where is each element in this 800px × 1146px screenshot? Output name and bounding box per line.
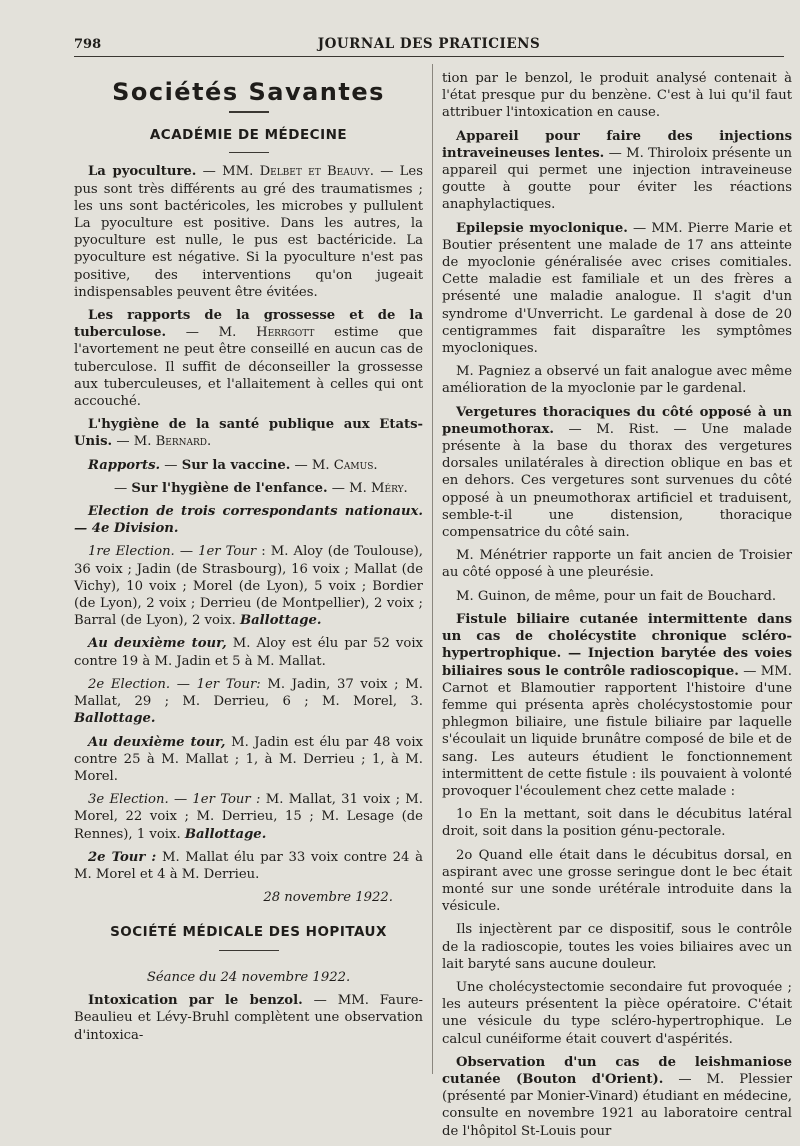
paragraph-epilepsie: Epilepsie myoclonique. — MM. Pierre Marie et Boutier présentent une malade de 17 ans atteinte de myoclonie généralisée avec crises comitiales. Cette maladie est familiale et un des frères a présenté une maladie analogue. Il s'agit d'un syndrome d'Unverricht. Le gardenal à dose de 20 centigrammes fait disparaître les symptômes myocloniques. [442, 220, 792, 357]
paragraph-fistule-3: Ils injectèrent par ce dispositif, sous le contrôle de la radioscopie, toutes les voies biliaires avec un lait baryté sans aucune douleur. [442, 922, 792, 972]
subsection-academie: ACADÉMIE DE MÉDECINE [149, 126, 348, 143]
paragraph-pyoculture: La pyoculture. — MM. Delbet et Beauvy. — Les pus sont très différents au gré des traumatismes ; les uns sont bactéricoles, les microbes y pullulent La pyoculture est positive. Dans les autres, la pyoculture est nulle, le pus est bactéricide. La pyoculture est négative. Si la pyoculture n'est pas positive, des interventions qu'on jugeait indispensables peuvent être évitées. [74, 164, 424, 300]
paragraph-leishmaniose: Observation d'un cas de leishmaniose cutanée (Bouton d'Orient). — M. Plessier (présenté par Monier-Vinard) étudiant en médecine, consulte en novembre 1921 au laboratoire central de l'hôpitol St-Louis pour [442, 1054, 792, 1139]
paragraph-fistule-4: Une cholécystectomie secondaire fut provoquée ; les auteurs présentent la pièce opératoire. C'était une vésicule du type scléro-hypertrophique. Le calcul cunéiforme était couvert d'aspérités. [442, 979, 792, 1047]
paragraph-rapports: Rapports. — Sur la vaccine. — M. Camus. [88, 457, 378, 473]
subsection-societe-medicale: SOCIÉTÉ MÉDICALE DES HOPITAUX [110, 924, 387, 941]
paragraph-election-1-tour2: Au deuxième tour, M. Aloy est élu par 52 voix contre 19 à M. Jadin et 5 à M. Mallat. [74, 636, 423, 669]
paragraph-election-2-tour2: Au deuxième tour, M. Jadin est élu par 48 voix contre 25 à M. Mallat ; 1, à M. Derrieu ; 1, à M. Morel. [74, 734, 423, 784]
paragraph-guinon: M. Guinon, de même, pour un fait de Bouchard. [456, 588, 777, 604]
left-column [74, 70, 423, 1050]
seance-date: Séance du 24 novembre 1922. [146, 970, 351, 986]
paragraph-election-3-tour2: 2e Tour : M. Mallat élu par 33 voix contre 24 à M. Morel et 4 à M. Derrieu. [74, 849, 424, 882]
title-rule [229, 111, 269, 113]
section-title: Sociétés Savantes [112, 78, 385, 106]
paragraph-fistule: Fistule biliaire cutanée intermittente dans un cas de cholécystite chronique scléro-hypertrophique. — Injection barytée des voies biliaires sous le contrôle radioscopique. — MM. Carnot et Blamoutier rapportent l'histoire d'une femme qui présenta après cholécystostomie pour phlegmon biliaire, une fistule biliaire par laquelle s'écoulait un liquide brunâtre composé de bile et de sang. Les auteurs étudient le fonctionnement intermittent de cette fistule : ils pouvaient à volonté provoquer l'écoulement chez cette malade : [442, 611, 792, 799]
page-number: 798 [74, 37, 102, 52]
paragraph-fistule-1: 1o En la mettant, soit dans le décubitus latéral droit, soit dans la position génu-pectorale. [442, 807, 792, 840]
date-line: 28 novembre 1922. [263, 890, 393, 906]
paragraph-appareil: Appareil pour faire des injections intraveineuses lentes. — M. Thiroloix présente un appareil qui permet une injection intraveineuse goutte à goutte pour éviter les réactions anaphylactiques. [442, 128, 792, 213]
paragraph-election-3: 3e Election. — 1er Tour : M. Mallat, 31 voix ; M. Morel, 22 voix ; M. Derrieu, 15 ; M. Lesage (de Rennes), 1 voix. Ballottage. [74, 792, 423, 842]
paragraph-pagniez: M. Pagniez a observé un fait analogue avec même amélioration de la myoclonie par le gardenal. [442, 364, 792, 397]
column-divider [432, 64, 433, 1074]
subsection-rule-2 [219, 950, 279, 952]
page-header [74, 34, 784, 57]
paragraph-election-1: 1re Election. — 1er Tour : M. Aloy (de Toulouse), 36 voix ; Jadin (de Strasbourg), 16 voix ; Mallat (de Vichy), 10 voix ; Morel (de Lyon), 5 voix ; Bordier (de Lyon), 2 voix ; Derrieu (de Montpellier), 2 voix ; Barral (de Lyon), 2 voix. Ballottage. [74, 544, 423, 629]
paragraph-fistule-2: 2o Quand elle était dans le décubitus dorsal, en aspirant avec une grosse seringue dont le bec était monté sur une sonde urétérale introduite dans la vésicule. [442, 847, 792, 915]
subsection-rule [229, 152, 269, 154]
paragraph-enfance: — Sur l'hygiène de l'enfance. — M. Méry. [114, 480, 408, 496]
paragraph-menetrier: M. Ménétrier rapporte un fait ancien de Troisier au côté opposé à une pleurésie. [442, 548, 792, 581]
paragraph-vergetures: Vergetures thoraciques du côté opposé à un pneumothorax. — M. Rist. — Une malade présente à la base du thorax des vergetures dorsales unilatérales à direction oblique en bas et en dehors. Ces vergetures sont survenues du côté opposé à un pneumothorax artificiel et traduisent, semble-t-il une distension, thoracique compensatrice du côté sain. [442, 404, 792, 541]
right-column [442, 70, 792, 1146]
paragraph-benzol: Intoxication par le benzol. — MM. Faure-Beaulieu et Lévy-Bruhl complètent une observation d'intoxica- [74, 993, 423, 1043]
running-title: JOURNAL DES PRATICIENS [317, 36, 541, 52]
paragraph-election-2: 2e Election. — 1er Tour: M. Jadin, 37 voix ; M. Mallat, 29 ; M. Derrieu, 6 ; M. Morel, 3. Ballottage. [74, 676, 423, 727]
paragraph-benzol-cont: tion par le benzol, le produit analysé contenait à l'état presque pur du benzène. C'est à lui qu'il faut attribuer l'intoxication en cause. [442, 71, 792, 121]
paragraph-grossesse: Les rapports de la grossesse et de la tuberculose. — M. Herrgott estime que l'avortement ne peut être conseillé en aucun cas de tuberculose. Il suffit de déconseiller la grossesse aux tuberculeuses, et l'allaitement à celles qui ont accouché. [74, 308, 423, 410]
paragraph-hygiene: L'hygiène de la santé publique aux Etats-Unis. — M. Bernard. [74, 417, 423, 450]
paragraph-election-title: Election de trois correspondants nationaux. — 4e Division. [74, 504, 423, 537]
